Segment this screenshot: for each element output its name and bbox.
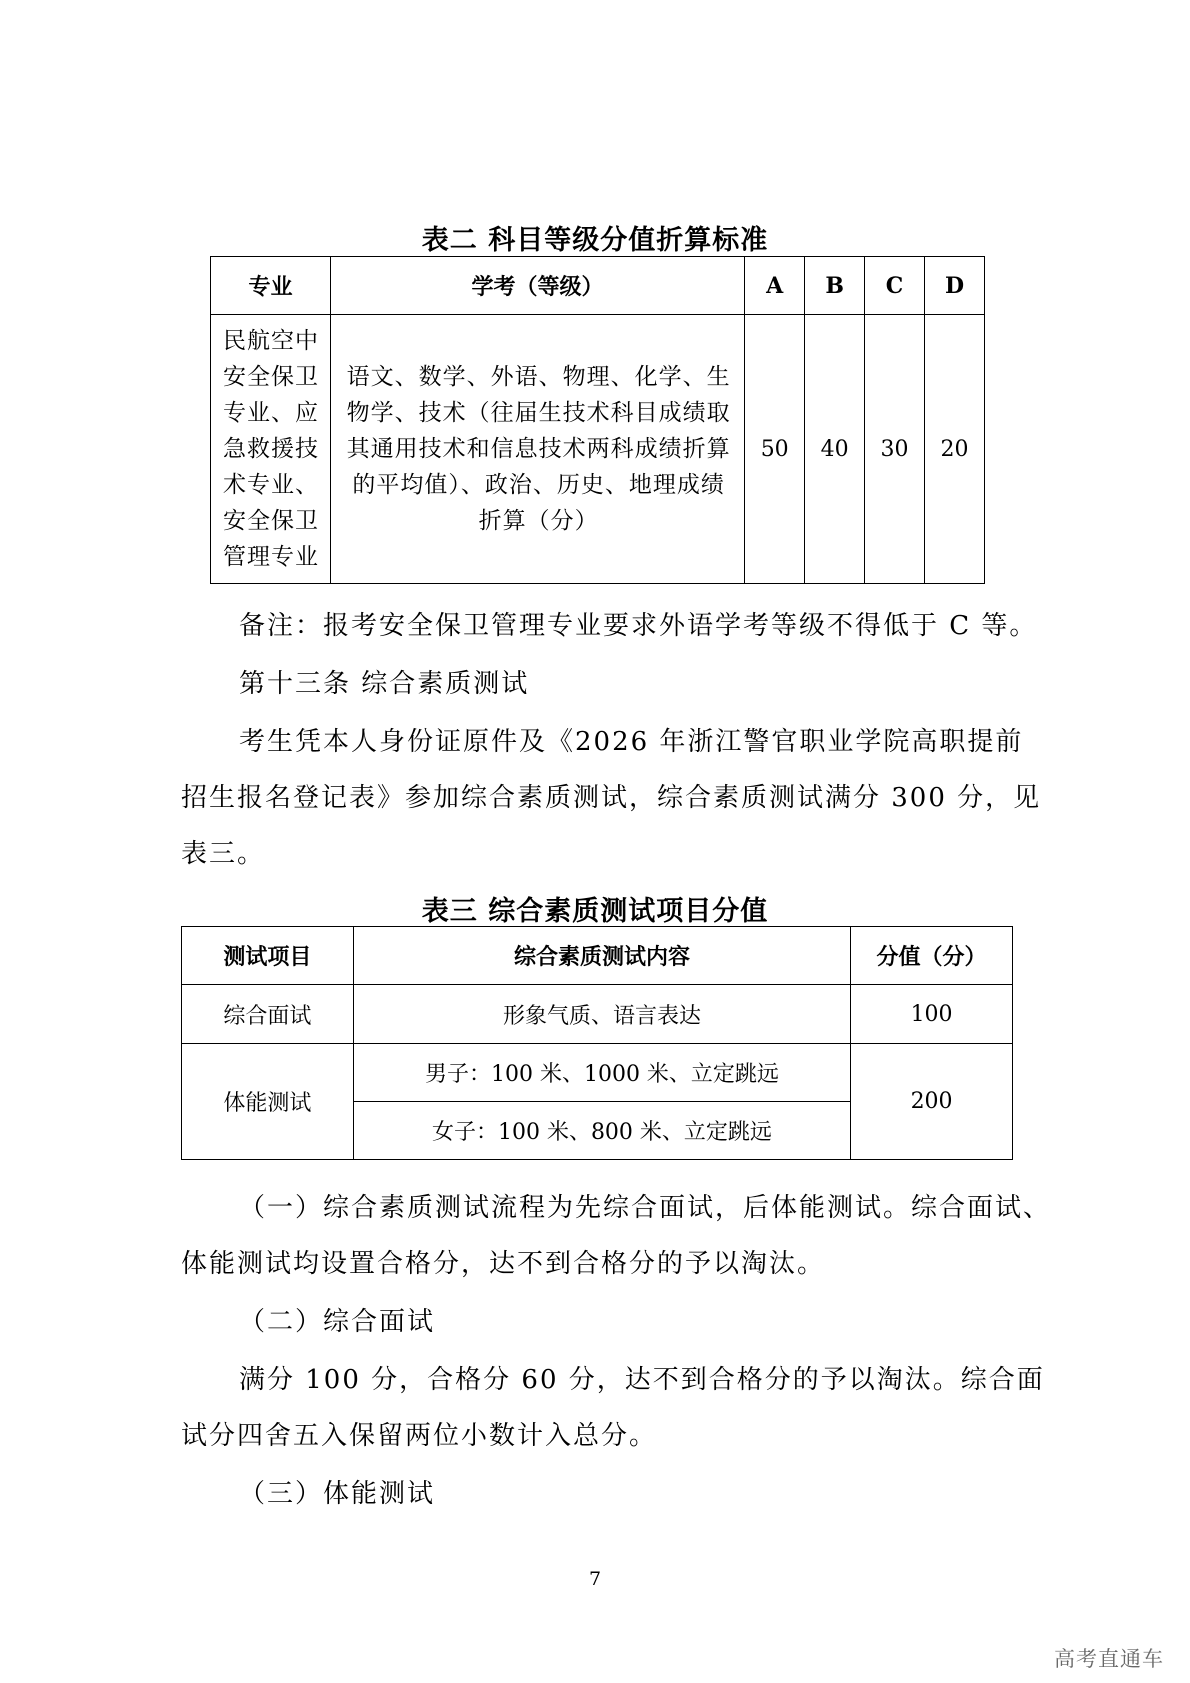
grade-conversion-table [210,256,985,584]
header-grade-c: C [865,257,925,315]
content-fitness-male: 男子：100 米、1000 米、立定跳远 [353,1044,850,1102]
major-cell [211,315,331,584]
table-row [211,315,985,584]
quality-test-table [181,926,1013,1160]
major-line: 术专业、 [223,472,319,498]
table2-caption: 表二 科目等级分值折算标准 [421,225,769,256]
score-c: 30 [865,315,925,584]
intro-paragraph-line-3: 表三。 [181,839,266,869]
section-1-line-1: （一）综合素质测试流程为先综合面试，后体能测试。综合面试、 [239,1193,1052,1223]
section-2-line-1: 满分 100 分，合格分 60 分，达不到合格分的予以淘汰。综合面 [239,1365,1045,1395]
major-line: 安全保卫 [223,508,319,534]
section-1-line-2: 体能测试均设置合格分，达不到合格分的予以淘汰。 [181,1249,826,1279]
header-score: 分值（分） [851,927,1013,985]
header-major: 专业 [211,257,331,315]
table-row [182,985,1013,1044]
major-line: 安全保卫 [223,364,319,390]
header-grade-b: B [805,257,865,315]
major-line: 急救援技 [223,436,319,462]
subjects-line: 其通用技术和信息技术两科成绩折算 [346,436,731,462]
table-header-row [182,927,1013,985]
table-header-row [211,257,985,315]
note-paragraph: 备注：报考安全保卫管理专业要求外语学考等级不得低于 C 等。 [239,611,1038,641]
header-test-content: 综合素质测试内容 [353,927,850,985]
intro-paragraph-line-1: 考生凭本人身份证原件及《2026 年浙江警官职业学院高职提前 [239,727,1024,757]
section-3-heading: （三）体能测试 [239,1479,436,1509]
major-line: 管理专业 [223,544,319,570]
score-d: 20 [925,315,985,584]
item-interview: 综合面试 [182,985,354,1044]
table3-caption: 表三 综合素质测试项目分值 [421,896,769,927]
content-interview: 形象气质、语言表达 [353,985,850,1044]
subjects-line: 物学、技术（往届生技术科目成绩取 [346,400,731,426]
intro-paragraph-line-2: 招生报名登记表》参加综合素质测试，综合素质测试满分 300 分，见 [181,783,1042,813]
watermark-text: 高考直通车 [1054,1647,1164,1671]
table-row [182,1044,1013,1102]
major-line: 专业、应 [223,400,319,426]
score-interview: 100 [851,985,1013,1044]
score-fitness: 200 [851,1044,1013,1160]
page-number: 7 [588,1568,602,1590]
score-a: 50 [745,315,805,584]
subjects-line: 语文、数学、外语、物理、化学、生 [346,364,731,390]
subjects-cell [330,315,744,584]
subjects-line: 的平均值）、政治、历史、地理成绩 [352,472,725,498]
header-test-item: 测试项目 [182,927,354,985]
subjects-line: 折算（分） [478,508,599,534]
content-fitness-female: 女子：100 米、800 米、立定跳远 [353,1102,850,1160]
major-line: 民航空中 [223,328,319,354]
article-13-heading: 第十三条 综合素质测试 [239,669,530,699]
score-b: 40 [805,315,865,584]
header-grade-a: A [745,257,805,315]
section-2-line-2: 试分四舍五入保留两位小数计入总分。 [181,1421,658,1451]
section-2-heading: （二）综合面试 [239,1307,436,1337]
header-grade-d: D [925,257,985,315]
header-subjects: 学考（等级） [330,257,744,315]
item-fitness: 体能测试 [182,1044,354,1160]
